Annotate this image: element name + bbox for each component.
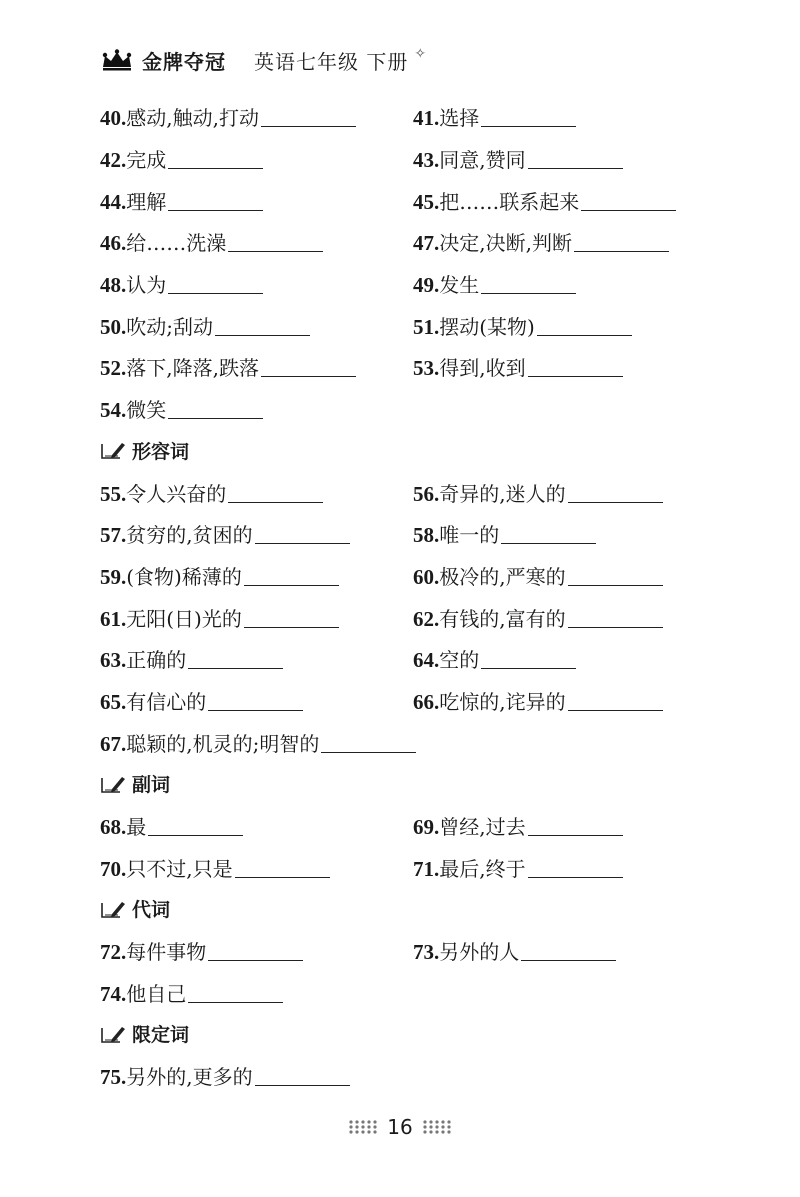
- answer-blank[interactable]: [481, 125, 576, 127]
- vocab-row: [100, 680, 740, 722]
- answer-blank[interactable]: [481, 667, 576, 669]
- vocab-row: [100, 971, 740, 1013]
- item-number: 69.: [413, 815, 440, 840]
- item-prompt: 感动,触动,打动: [126, 106, 259, 131]
- item-number: 50.: [100, 314, 127, 339]
- item-number: 41.: [413, 106, 440, 131]
- item-number: 72.: [100, 940, 127, 965]
- vocab-item: [100, 603, 413, 632]
- vocab-row: [100, 721, 740, 763]
- item-prompt: 令人兴奋的: [126, 481, 227, 506]
- item-prompt: 只不过,只是: [126, 856, 233, 881]
- answer-blank[interactable]: [321, 751, 416, 753]
- answer-blank[interactable]: [581, 209, 676, 211]
- item-number: 51.: [413, 314, 440, 339]
- item-number: 61.: [100, 606, 127, 631]
- answer-blank[interactable]: [255, 1084, 350, 1086]
- item-prompt: 认为: [126, 273, 167, 298]
- vocab-item: [100, 686, 413, 715]
- vocab-item: [413, 352, 623, 381]
- vocab-item: [100, 269, 413, 298]
- item-number: 70.: [100, 856, 127, 881]
- answer-blank[interactable]: [208, 959, 303, 961]
- answer-blank[interactable]: [228, 250, 323, 252]
- item-number: 58.: [413, 523, 440, 548]
- item-number: 47.: [413, 231, 440, 256]
- item-number: 59.: [100, 564, 127, 589]
- answer-blank[interactable]: [188, 1001, 283, 1003]
- vocab-item: [100, 561, 413, 590]
- vocab-item: [413, 853, 623, 882]
- item-number: 52.: [100, 356, 127, 381]
- crown-icon: [100, 49, 134, 71]
- item-prompt: 决定,决断,判断: [439, 231, 572, 256]
- vocab-row: [100, 805, 740, 847]
- answer-blank[interactable]: [481, 292, 576, 294]
- answer-blank[interactable]: [215, 334, 310, 336]
- vocab-row: [100, 513, 740, 555]
- vocab-item: [100, 102, 413, 131]
- item-prompt: (食物)稀薄的: [126, 564, 242, 589]
- vocab-item: [413, 519, 596, 548]
- answer-blank[interactable]: [574, 250, 669, 252]
- vocab-item: [100, 519, 413, 548]
- vocab-row: [100, 221, 740, 263]
- answer-blank[interactable]: [261, 125, 356, 127]
- item-number: 53.: [413, 356, 440, 381]
- item-number: 74.: [100, 981, 127, 1006]
- item-number: 54.: [100, 398, 127, 423]
- section-heading: [100, 430, 740, 472]
- item-prompt: 无阳(日)光的: [126, 606, 242, 631]
- item-prompt: 落下,降落,跌落: [126, 356, 259, 381]
- item-prompt: 他自己: [126, 981, 187, 1006]
- vocab-row: [100, 179, 740, 221]
- section-heading: [100, 888, 740, 930]
- item-prompt: 理解: [126, 189, 167, 214]
- answer-blank[interactable]: [537, 334, 632, 336]
- item-prompt: 有钱的,富有的: [439, 606, 566, 631]
- section-heading: [100, 1013, 740, 1055]
- vocab-row: [100, 138, 740, 180]
- answer-blank[interactable]: [528, 167, 623, 169]
- item-number: 45.: [413, 189, 440, 214]
- answer-blank[interactable]: [568, 626, 663, 628]
- page-header: [100, 40, 426, 80]
- answer-blank[interactable]: [261, 375, 356, 377]
- notebook-pencil-icon: [100, 1024, 130, 1044]
- vocab-item: [100, 478, 413, 507]
- item-number: 64.: [413, 648, 440, 673]
- vocab-item: [413, 186, 676, 215]
- vocab-item: [413, 102, 576, 131]
- answer-blank[interactable]: [148, 834, 243, 836]
- item-prompt: 发生: [439, 273, 480, 298]
- vocab-row: [100, 638, 740, 680]
- vocab-item: [100, 728, 416, 757]
- item-prompt: 聪颖的,机灵的;明智的: [126, 731, 320, 756]
- item-prompt: 最后,终于: [439, 856, 526, 881]
- vocab-item: [413, 811, 623, 840]
- vocab-row: [100, 930, 740, 972]
- item-prompt: 吃惊的,诧异的: [439, 689, 566, 714]
- answer-blank[interactable]: [528, 834, 623, 836]
- answer-blank[interactable]: [568, 584, 663, 586]
- item-number: 44.: [100, 189, 127, 214]
- notebook-pencil-icon: [100, 440, 130, 460]
- item-number: 56.: [413, 481, 440, 506]
- vocab-item: [100, 227, 413, 256]
- item-number: 48.: [100, 273, 127, 298]
- vocab-item: [100, 644, 413, 673]
- answer-blank[interactable]: [528, 876, 623, 878]
- vocab-item: [413, 478, 663, 507]
- brand-title: 金牌夺冠: [142, 49, 226, 74]
- item-number: 66.: [413, 689, 440, 714]
- vocab-item: [100, 311, 413, 340]
- answer-blank[interactable]: [228, 501, 323, 503]
- item-number: 40.: [100, 106, 127, 131]
- item-prompt: 选择: [439, 106, 480, 131]
- answer-blank[interactable]: [188, 667, 283, 669]
- answer-blank[interactable]: [521, 959, 616, 961]
- vocab-item: [100, 186, 413, 215]
- item-prompt: 微笑: [126, 398, 167, 423]
- vocab-item: [413, 269, 576, 298]
- vocab-item: [100, 936, 413, 965]
- section-title: 副词: [132, 774, 171, 797]
- section-title: 限定词: [132, 1024, 190, 1047]
- vocab-item: [413, 144, 623, 173]
- item-prompt: 摆动(某物): [439, 314, 535, 339]
- item-prompt: 得到,收到: [439, 356, 526, 381]
- item-number: 67.: [100, 731, 127, 756]
- item-prompt: 曾经,过去: [439, 815, 526, 840]
- answer-blank[interactable]: [568, 709, 663, 711]
- vocab-item: [100, 853, 413, 882]
- vocab-item: [100, 811, 413, 840]
- vocabulary-list: [100, 96, 740, 1097]
- vocab-row: [100, 304, 740, 346]
- item-prompt: 贫穷的,贫困的: [126, 523, 253, 548]
- item-prompt: 另外的人: [439, 940, 520, 965]
- vocab-item: [100, 394, 413, 423]
- item-prompt: 吹动;刮动: [126, 314, 213, 339]
- item-prompt: 极冷的,严寒的: [439, 564, 566, 589]
- section-title: 代词: [132, 899, 171, 922]
- item-number: 75.: [100, 1065, 127, 1090]
- dots-decoration-icon: [347, 1118, 381, 1136]
- vocab-row: [100, 1055, 740, 1097]
- item-prompt: 空的: [439, 648, 480, 673]
- vocab-item: [413, 644, 576, 673]
- vocab-row: [100, 96, 740, 138]
- vocab-row: [100, 471, 740, 513]
- vocab-item: [100, 1061, 413, 1090]
- answer-blank[interactable]: [255, 542, 350, 544]
- answer-blank[interactable]: [244, 584, 339, 586]
- item-number: 60.: [413, 564, 440, 589]
- item-prompt: 正确的: [126, 648, 187, 673]
- item-prompt: 给……洗澡: [126, 231, 227, 256]
- dots-decoration-icon: [419, 1118, 453, 1136]
- vocab-item: [413, 311, 632, 340]
- item-prompt: 奇异的,迷人的: [439, 481, 566, 506]
- answer-blank[interactable]: [568, 501, 663, 503]
- item-number: 68.: [100, 815, 127, 840]
- item-prompt: 同意,赞同: [439, 148, 526, 173]
- item-number: 65.: [100, 689, 127, 714]
- item-number: 63.: [100, 648, 127, 673]
- item-prompt: 把……联系起来: [439, 189, 580, 214]
- sparkle-icon: ✧: [414, 46, 427, 62]
- answer-blank[interactable]: [168, 167, 263, 169]
- vocab-item: [413, 936, 616, 965]
- answer-blank[interactable]: [168, 209, 263, 211]
- item-number: 42.: [100, 148, 127, 173]
- answer-blank[interactable]: [244, 626, 339, 628]
- item-prompt: 最: [126, 815, 147, 840]
- notebook-pencil-icon: [100, 774, 130, 794]
- answer-blank[interactable]: [168, 292, 263, 294]
- answer-blank[interactable]: [501, 542, 596, 544]
- item-prompt: 完成: [126, 148, 167, 173]
- answer-blank[interactable]: [528, 375, 623, 377]
- item-number: 46.: [100, 231, 127, 256]
- section-title: 形容词: [132, 440, 190, 463]
- item-prompt: 唯一的: [439, 523, 500, 548]
- page-number: 16: [387, 1115, 413, 1139]
- vocab-row: [100, 846, 740, 888]
- notebook-pencil-icon: [100, 899, 130, 919]
- answer-blank[interactable]: [168, 417, 263, 419]
- item-prompt: 另外的,更多的: [126, 1065, 253, 1090]
- vocab-row: [100, 596, 740, 638]
- vocab-row: [100, 263, 740, 305]
- vocab-row: [100, 555, 740, 597]
- vocab-item: [100, 144, 413, 173]
- vocab-item: [100, 352, 413, 381]
- answer-blank[interactable]: [235, 876, 330, 878]
- item-number: 62.: [413, 606, 440, 631]
- vocab-item: [413, 686, 663, 715]
- answer-blank[interactable]: [208, 709, 303, 711]
- item-number: 49.: [413, 273, 440, 298]
- item-prompt: 每件事物: [126, 940, 207, 965]
- vocab-item: [100, 978, 413, 1007]
- vocab-row: [100, 346, 740, 388]
- vocab-item: [413, 227, 669, 256]
- vocab-item: [413, 561, 663, 590]
- item-number: 57.: [100, 523, 127, 548]
- page-footer: [0, 1115, 800, 1139]
- section-heading: [100, 763, 740, 805]
- vocab-item: [413, 603, 663, 632]
- item-number: 71.: [413, 856, 440, 881]
- item-prompt: 有信心的: [126, 689, 207, 714]
- book-subject: 英语七年级 下册: [254, 49, 409, 74]
- vocab-row: [100, 388, 740, 430]
- item-number: 73.: [413, 940, 440, 965]
- item-number: 43.: [413, 148, 440, 173]
- item-number: 55.: [100, 481, 127, 506]
